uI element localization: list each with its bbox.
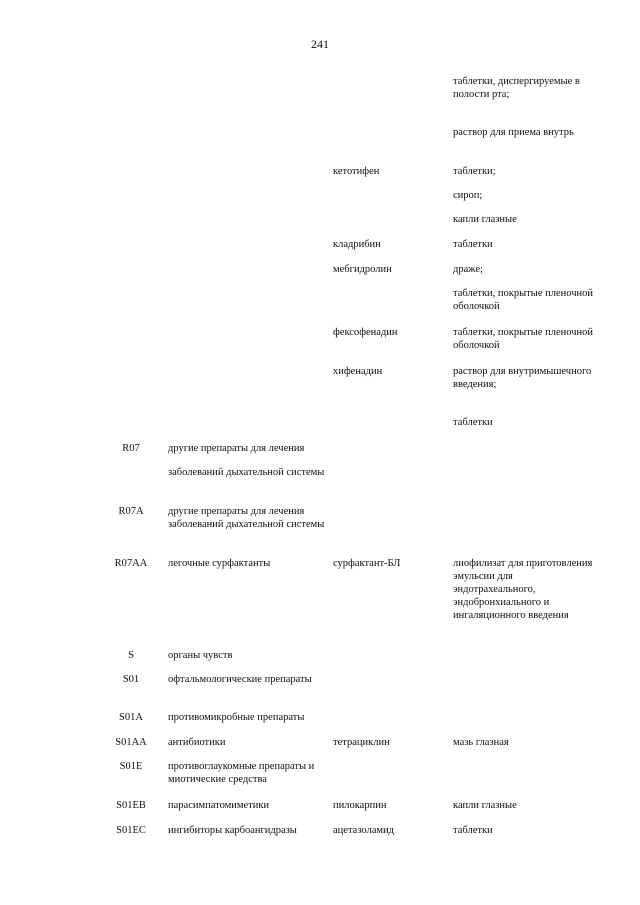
- drug-name: ацетазоламид: [333, 825, 395, 836]
- dosage-form: раствор для внутримышечного введения;: [453, 366, 592, 390]
- atc-code: S01E: [119, 761, 143, 772]
- drug-name: фексофенадин: [333, 327, 398, 338]
- dosage-form: капли глазные: [453, 214, 517, 225]
- drug-name: мебгидролин: [333, 264, 392, 275]
- dosage-form: таблетки, покрытые пленочной оболочкой: [453, 327, 594, 351]
- atc-group-name: другие препараты для лечения: [168, 443, 305, 454]
- dosage-form: драже;: [453, 264, 483, 275]
- dosage-form: лиофилизат для приготовления эмульсии для эндотрахеального, эндобронхиального и ингаляционного введения: [453, 558, 593, 621]
- dosage-form: капли глазные: [453, 800, 517, 811]
- dosage-form: таблетки: [453, 825, 493, 836]
- atc-code: S01: [122, 674, 140, 685]
- atc-group-name: офтальмологические препараты: [168, 674, 312, 685]
- page-number: 241: [311, 37, 329, 51]
- atc-group-name: заболеваний дыхательной системы: [168, 467, 325, 478]
- atc-code: S01A: [119, 712, 143, 723]
- atc-group-name: противомикробные препараты: [168, 712, 305, 723]
- drug-name: кетотифен: [333, 166, 380, 177]
- atc-code: S01EB: [116, 800, 146, 811]
- dosage-form: таблетки, диспергируемые в полости рта;: [453, 76, 580, 100]
- atc-group-name: другие препараты для лечения заболеваний дыхательной системы: [168, 506, 325, 530]
- drug-name: кладрибин: [333, 239, 381, 250]
- atc-code: S: [128, 650, 134, 661]
- dosage-form: таблетки;: [453, 166, 496, 177]
- atc-group-name: органы чувств: [168, 650, 233, 661]
- atc-code: R07A: [118, 506, 144, 517]
- drug-name: тетрациклин: [333, 737, 390, 748]
- atc-group-name: ингибиторы карбоангидразы: [168, 825, 297, 836]
- dosage-form: сироп;: [453, 190, 483, 201]
- atc-code: R07AA: [114, 558, 148, 569]
- dosage-form: таблетки: [453, 239, 493, 250]
- dosage-form: таблетки, покрытые пленочной оболочкой: [453, 288, 594, 312]
- dosage-form: мазь глазная: [453, 737, 509, 748]
- atc-group-name: антибиотики: [168, 737, 226, 748]
- atc-code: S01EC: [116, 825, 146, 836]
- dosage-form: таблетки: [453, 417, 493, 428]
- atc-group-name: противоглаукомные препараты и миотические средства: [168, 761, 315, 785]
- drug-name: сурфактант-БЛ: [333, 558, 401, 569]
- dosage-form: раствор для приема внутрь: [453, 127, 574, 138]
- atc-group-name: парасимпатомиметики: [168, 800, 270, 811]
- drug-name: хифенадин: [333, 366, 383, 377]
- atc-code: R07: [122, 443, 140, 454]
- atc-code: S01AA: [115, 737, 147, 748]
- atc-group-name: легочные сурфактанты: [168, 558, 271, 569]
- drug-name: пилокарпин: [333, 800, 387, 811]
